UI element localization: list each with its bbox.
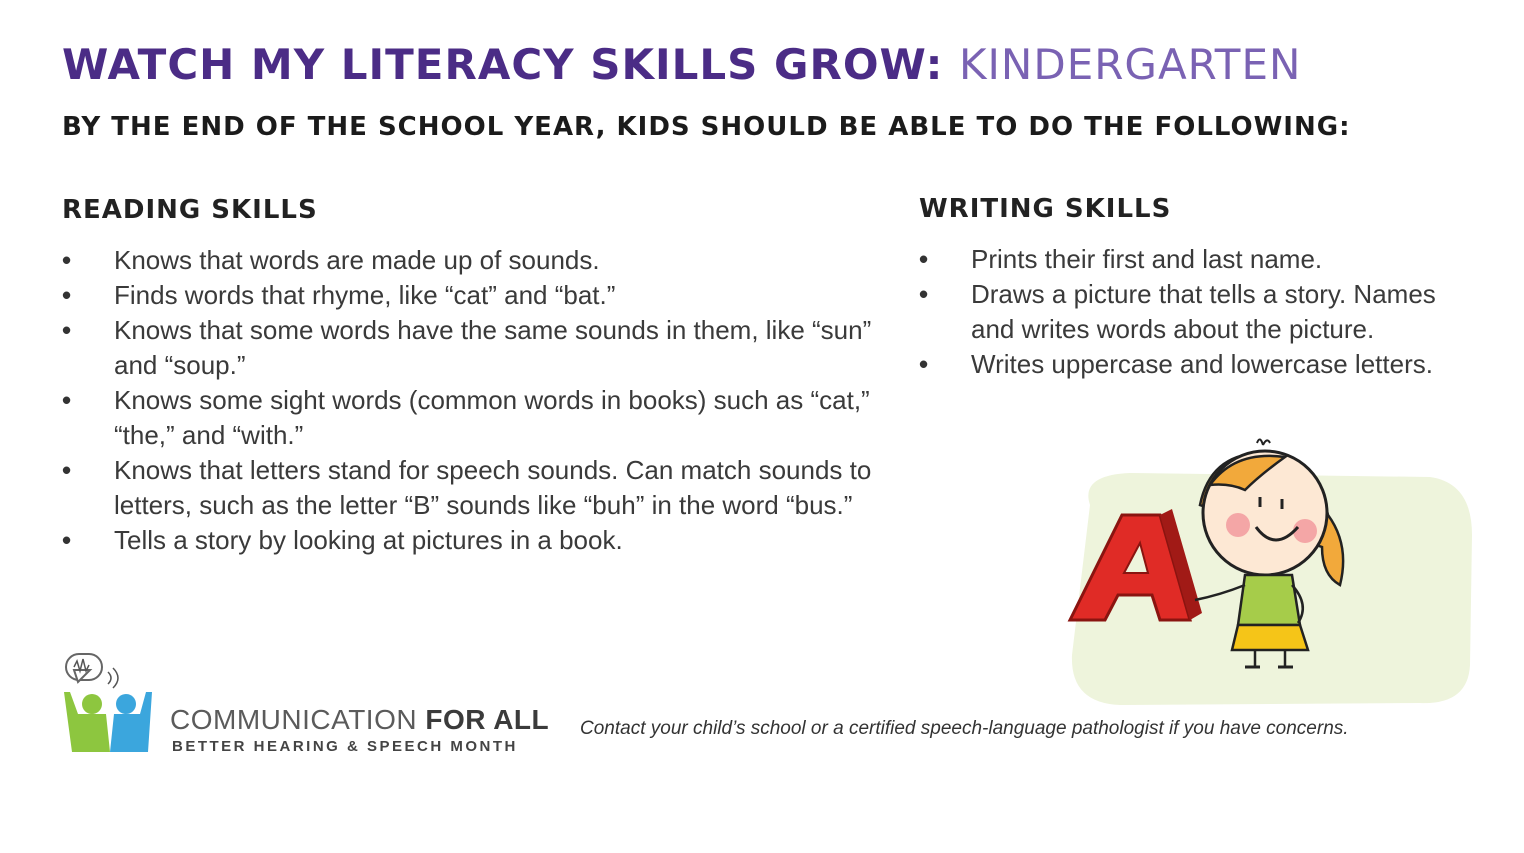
bullet: • [62, 455, 72, 485]
reading-skill-item [62, 523, 882, 558]
reading-skill-text: Knows that letters stand for speech sounds. Can match sounds to letters, such as the letter “B” sounds like “buh” in the word “bus.” [114, 455, 872, 520]
writing-skill-item [919, 277, 1439, 347]
title-main: WATCH MY LITERACY SKILLS GROW: [62, 40, 944, 89]
logo-title [170, 704, 549, 736]
bullet: • [919, 244, 929, 274]
logo-title-bold: FOR ALL [425, 704, 550, 735]
bullet: • [62, 525, 72, 555]
reading-skills-list [62, 243, 882, 558]
title-grade: KINDERGARTEN [959, 40, 1302, 89]
page-subtitle: BY THE END OF THE SCHOOL YEAR, KIDS SHOULD BE ABLE TO DO THE FOLLOWING: [62, 112, 1351, 142]
reading-skill-item [62, 243, 882, 278]
left-cheek [1226, 513, 1250, 537]
writing-skill-text: Writes uppercase and lowercase letters. [971, 349, 1433, 379]
logo-figures-icon [60, 652, 170, 757]
bullet: • [919, 349, 929, 379]
child-with-letter-illustration [1060, 435, 1480, 710]
bullet: • [62, 280, 72, 310]
reading-skill-text: Finds words that rhyme, like “cat” and “bat.” [114, 280, 616, 310]
logo-tagline: BETTER HEARING & SPEECH MONTH [172, 738, 518, 755]
footer-note: Contact your child’s school or a certified speech-language pathologist if you have concerns. [580, 718, 1349, 739]
communication-for-all-logo [60, 652, 550, 757]
right-cheek [1293, 519, 1317, 543]
reading-skill-item [62, 278, 882, 313]
reading-skill-text: Knows that some words have the same sounds in them, like “sun” and “soup.” [114, 315, 872, 380]
logo-title-light: COMMUNICATION [170, 704, 418, 735]
reading-skill-item [62, 313, 882, 383]
reading-skills-heading: READING SKILLS [62, 195, 318, 225]
reading-skill-item [62, 383, 882, 453]
writing-skill-text: Prints their first and last name. [971, 244, 1323, 274]
hair-curl [1257, 439, 1270, 445]
reading-skill-text: Tells a story by looking at pictures in a book. [114, 525, 623, 555]
page-title [62, 40, 1362, 100]
writing-skill-item [919, 242, 1439, 277]
bullet: • [62, 385, 72, 415]
bullet: • [62, 245, 72, 275]
reading-skill-item [62, 453, 882, 523]
writing-skill-text: Draws a picture that tells a story. Names and writes words about the picture. [971, 279, 1436, 344]
bullet: • [62, 315, 72, 345]
bullet: • [919, 279, 929, 309]
skirt-shape [1232, 625, 1308, 650]
letter-a-text: A [1060, 435, 1061, 436]
writing-skill-item [919, 347, 1439, 382]
writing-skills-list [919, 242, 1439, 382]
writing-skills-heading: WRITING SKILLS [919, 194, 1172, 224]
child-illustration-icon [1060, 435, 1480, 710]
shirt-shape [1238, 575, 1300, 625]
reading-skill-text: Knows that words are made up of sounds. [114, 245, 600, 275]
reading-skill-text: Knows some sight words (common words in books) such as “cat,” “the,” and “with.” [114, 385, 870, 450]
